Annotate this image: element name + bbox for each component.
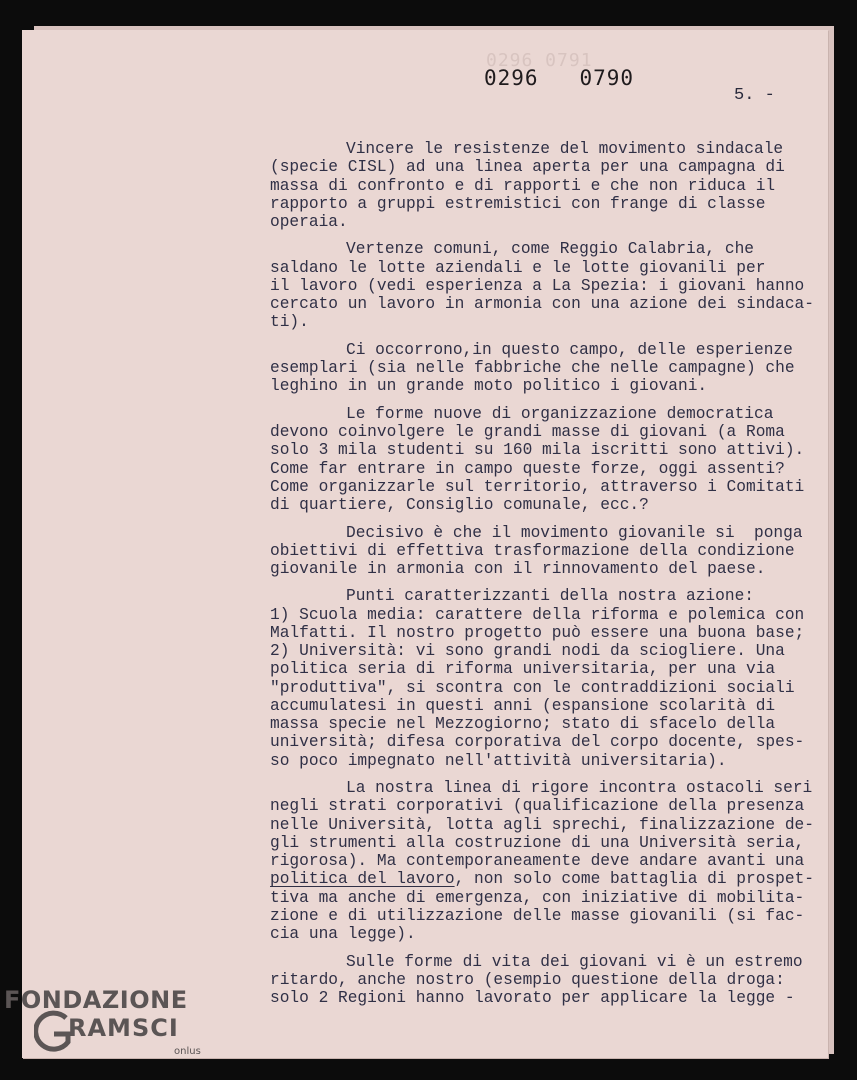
text-line bbox=[270, 870, 830, 888]
text-line: nelle Università, lotta agli sprechi, finalizzazione de- bbox=[270, 815, 814, 834]
text-line: Malfatti. Il nostro progetto può essere una buona base; bbox=[270, 623, 805, 642]
text-line: Come organizzarle sul territorio, attraverso i Comitati bbox=[270, 477, 805, 496]
paragraph bbox=[270, 524, 830, 579]
text-line: ti). bbox=[270, 313, 309, 332]
text-line: politica seria di riforma universitaria, per una via bbox=[270, 660, 776, 679]
text-line: Vincere le resistenze del movimento sindacale bbox=[346, 140, 784, 158]
text-line: zione e di utilizzazione delle masse giovanili (si fac- bbox=[270, 906, 805, 925]
text-line: negli strati corporativi (qualificazione della presenza bbox=[270, 797, 805, 816]
paragraph-gap bbox=[270, 396, 830, 405]
text-line: "produttiva", si scontra con le contraddizioni sociali bbox=[270, 678, 795, 697]
text-line: saldano le lotte aziendali e le lotte giovanili per bbox=[270, 258, 766, 277]
text-line: Punti caratterizzanti della nostra azione: bbox=[346, 587, 754, 606]
text-line: ritardo, anche nostro (esempio questione della droga: bbox=[270, 970, 785, 989]
text-line: solo 2 Regioni hanno lavorato per applicare la legge - bbox=[270, 989, 795, 1008]
paragraph bbox=[270, 953, 830, 1008]
text-line: giovanile in armonia con il rinnovamento del paese. bbox=[270, 560, 766, 578]
text-line: Ci occorrono,in questo campo, delle esperienze bbox=[346, 340, 793, 359]
text-line: esemplari (sia nelle fabbriche che nelle campagne) che bbox=[270, 359, 795, 378]
text-line: Sulle forme di vita dei giovani vi è un estremo bbox=[346, 952, 803, 971]
text-line: 2) Università: vi sono grandi nodi da sciogliere. Una bbox=[270, 642, 785, 661]
paragraph bbox=[270, 405, 830, 515]
text-line: La nostra linea di rigore incontra ostacoli seri bbox=[346, 779, 813, 798]
fondazione-gramsci-watermark bbox=[4, 986, 214, 1066]
text-line: università; difesa corporativa del corpo docente, spes- bbox=[270, 733, 805, 752]
text-line: il lavoro (vedi esperienza a La Spezia: i giovani hanno bbox=[270, 276, 805, 295]
paragraph-gap bbox=[270, 943, 830, 952]
text-line: massa specie nel Mezzogiorno; stato di sfacelo della bbox=[270, 715, 776, 734]
text-line: solo 3 mila studenti su 160 mila iscritti sono attivi). bbox=[270, 441, 805, 460]
underlined-phrase: politica del lavoro bbox=[270, 870, 455, 889]
text-line: devono coinvolgere le grandi masse di giovani (a Roma bbox=[270, 423, 785, 442]
text-line: rapporto a gruppi estremistici con frange di classe bbox=[270, 194, 766, 213]
text-line: cia una legge). bbox=[270, 925, 416, 944]
text-line: so poco impegnato nell'attività universitaria). bbox=[270, 751, 727, 770]
text-line: rigorosa). Ma contemporaneamente deve andare avanti una bbox=[270, 852, 805, 871]
text-line: gli strumenti alla costruzione di una Università seria, bbox=[270, 833, 805, 852]
archive-number: 0296 0790 bbox=[484, 66, 635, 90]
paragraph bbox=[270, 587, 830, 770]
text-line: Vertenze comuni, come Reggio Calabria, che bbox=[346, 240, 754, 259]
text-line: tiva ma anche di emergenza, con iniziative di mobilita- bbox=[270, 888, 805, 907]
text-line: Come far entrare in campo queste forze, oggi assenti? bbox=[270, 459, 785, 478]
paragraph bbox=[270, 779, 830, 943]
bleed-through-number: 0296 0791 bbox=[486, 50, 593, 71]
watermark-line1: FONDAZIONE bbox=[4, 986, 188, 1014]
text-line: obiettivi di effettiva trasformazione della condizione bbox=[270, 541, 795, 560]
text-line: leghino in un grande moto politico i giovani. bbox=[270, 377, 708, 396]
paragraph-gap bbox=[270, 770, 830, 779]
paragraph bbox=[270, 341, 830, 396]
watermark-line2: RAMSCI bbox=[68, 1014, 179, 1042]
paragraph bbox=[270, 140, 830, 231]
text-line: accumulatesi in questi anni (espansione scolarità di bbox=[270, 696, 776, 715]
text-line: di quartiere, Consiglio comunale, ecc.? bbox=[270, 496, 649, 515]
paragraph-gap bbox=[270, 332, 830, 341]
line-remainder: , non solo come battaglia di prospet- bbox=[454, 870, 814, 889]
text-line: Le forme nuove di organizzazione democratica bbox=[346, 404, 774, 423]
paragraph bbox=[270, 240, 830, 331]
text-line: operaia. bbox=[270, 213, 348, 231]
text-line: (specie CISL) ad una linea aperta per una campagna di bbox=[270, 158, 785, 177]
document-body bbox=[270, 140, 830, 1007]
paragraph-gap bbox=[270, 231, 830, 240]
text-line: 1) Scuola media: carattere della riforma e polemica con bbox=[270, 605, 805, 624]
page-number: 5. - bbox=[734, 86, 775, 105]
paragraph-gap bbox=[270, 578, 830, 587]
paragraph-gap bbox=[270, 514, 830, 523]
watermark-onlus: onlus bbox=[174, 1046, 201, 1057]
text-line: Decisivo è che il movimento giovanile si ponga bbox=[346, 523, 803, 542]
text-line: cercato un lavoro in armonia con una azione dei sindaca- bbox=[270, 295, 814, 314]
text-line: massa di confronto e di rapporti e che non riduca il bbox=[270, 176, 776, 195]
